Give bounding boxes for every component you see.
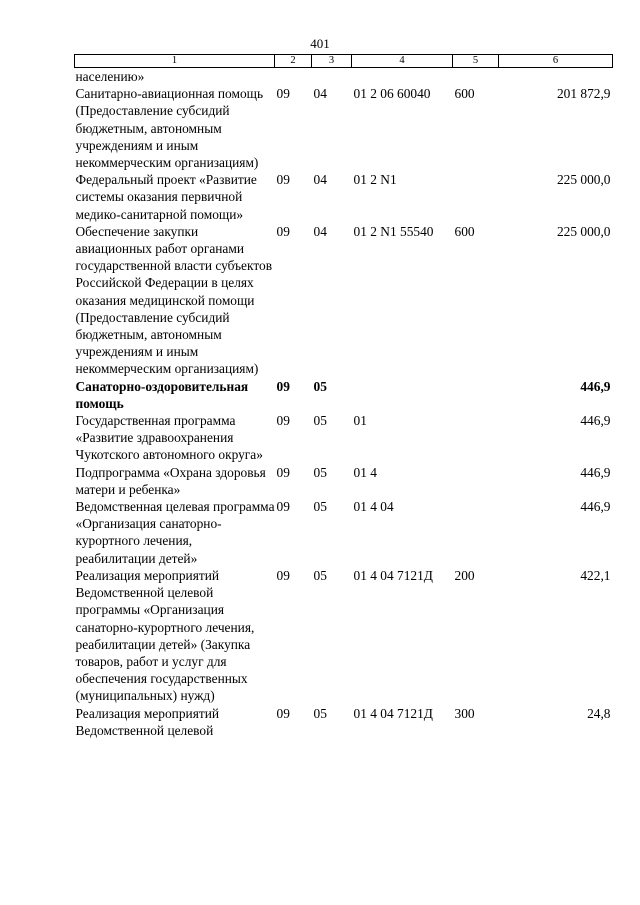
row-expense-type: 300 — [454, 705, 475, 721]
table-row — [75, 498, 613, 567]
row-name: Санаторно-оздоровительная помощь — [75, 378, 249, 411]
row-section-code: 09 — [276, 705, 290, 721]
row-amount: 446,9 — [580, 378, 611, 394]
row-name: Подпрограмма «Охрана здоровья матери и ребенка» — [75, 464, 266, 497]
table-row — [75, 412, 613, 464]
row-expense-type: 600 — [454, 86, 475, 102]
row-amount — [499, 68, 613, 86]
row-subsection-code — [312, 68, 352, 86]
row-amount: 24,8 — [587, 705, 611, 721]
table-body — [75, 68, 613, 739]
row-target-code: 01 4 — [353, 464, 377, 480]
table-row — [75, 378, 613, 412]
row-expense-type — [453, 412, 499, 464]
row-amount: 201 872,9 — [556, 86, 611, 102]
row-target-code: 01 — [353, 413, 367, 429]
row-section-code: 09 — [276, 413, 290, 429]
row-target-code: 01 4 04 — [353, 499, 394, 515]
table-row — [75, 171, 613, 223]
row-name: населению» — [75, 69, 145, 84]
table-row — [75, 705, 613, 739]
table-row — [75, 85, 613, 171]
row-amount: 225 000,0 — [556, 223, 611, 239]
row-expense-type — [453, 68, 499, 86]
row-section-code: 09 — [276, 172, 290, 188]
row-expense-type — [453, 498, 499, 567]
row-name: Обеспечение закупки авиационных работ органами государственной власти субъектов Российской Федерации в целях оказания медицинской помощи (Предоставление субсидий бюджетным, автономным учреждениям и иным некоммерческим организациям) — [75, 223, 273, 377]
row-section-code: 09 — [276, 378, 290, 394]
row-name: Государственная программа «Развитие здравоохранения Чукотского автономного округа» — [75, 413, 263, 463]
header-col-3: 3 — [312, 55, 352, 68]
table-row — [75, 223, 613, 378]
row-section-code: 09 — [276, 567, 290, 583]
row-section-code: 09 — [276, 86, 290, 102]
row-subsection-code: 05 — [313, 499, 327, 515]
row-name: Санитарно-авиационная помощь (Предоставление субсидий бюджетным, автономным учреждениям и иным некоммерческим организациям) — [75, 86, 264, 171]
row-expense-type — [453, 464, 499, 498]
row-target-code: 01 4 04 7121Д — [353, 705, 433, 721]
row-subsection-code: 05 — [313, 464, 327, 480]
header-col-5: 5 — [453, 55, 499, 68]
row-name: Реализация мероприятий Ведомственной целевой — [75, 705, 220, 738]
row-subsection-code: 04 — [313, 223, 327, 239]
budget-table — [74, 54, 613, 739]
table-header — [75, 55, 613, 68]
header-col-2: 2 — [275, 55, 312, 68]
row-subsection-code: 05 — [313, 378, 327, 394]
row-expense-type — [453, 378, 499, 412]
row-amount: 225 000,0 — [556, 172, 611, 188]
row-expense-type: 600 — [454, 223, 475, 239]
table-row — [75, 464, 613, 498]
row-target-code: 01 2 N1 — [353, 172, 397, 188]
header-col-1: 1 — [75, 55, 275, 68]
header-col-6: 6 — [499, 55, 613, 68]
row-amount: 446,9 — [580, 413, 611, 429]
row-target-code: 01 2 N1 55540 — [353, 223, 434, 239]
row-name: Ведомственная целевая программа «Организация санаторно-курортного лечения, реабилитации детей» — [75, 499, 275, 566]
row-amount: 446,9 — [580, 499, 611, 515]
row-section-code: 09 — [276, 464, 290, 480]
row-expense-type: 200 — [454, 567, 475, 583]
row-section-code: 09 — [276, 499, 290, 515]
row-amount: 422,1 — [580, 567, 611, 583]
row-section-code — [275, 68, 312, 86]
row-target-code: 01 2 06 60040 — [353, 86, 431, 102]
row-target-code: 01 4 04 7121Д — [353, 567, 433, 583]
page-number: 401 — [310, 36, 330, 51]
table-row — [75, 68, 613, 86]
row-section-code: 09 — [276, 223, 290, 239]
row-subsection-code: 04 — [313, 86, 327, 102]
row-name: Реализация мероприятий Ведомственной целевой программы «Организация санаторно-курортного лечения, реабилитации детей» (Закупка товаров, работ и услуг для обеспечения государственных (муниципальных) нужд) — [75, 567, 255, 704]
row-subsection-code: 04 — [313, 172, 327, 188]
header-col-4: 4 — [352, 55, 453, 68]
row-target-code — [352, 378, 453, 412]
row-amount: 446,9 — [580, 464, 611, 480]
row-expense-type — [453, 171, 499, 223]
row-subsection-code: 05 — [313, 705, 327, 721]
header-row — [75, 55, 613, 68]
row-target-code — [352, 68, 453, 86]
row-subsection-code: 05 — [313, 413, 327, 429]
table-row — [75, 567, 613, 705]
row-subsection-code: 05 — [313, 567, 327, 583]
row-name: Федеральный проект «Развитие системы оказания первичной медико-санитарной помощи» — [75, 172, 257, 222]
